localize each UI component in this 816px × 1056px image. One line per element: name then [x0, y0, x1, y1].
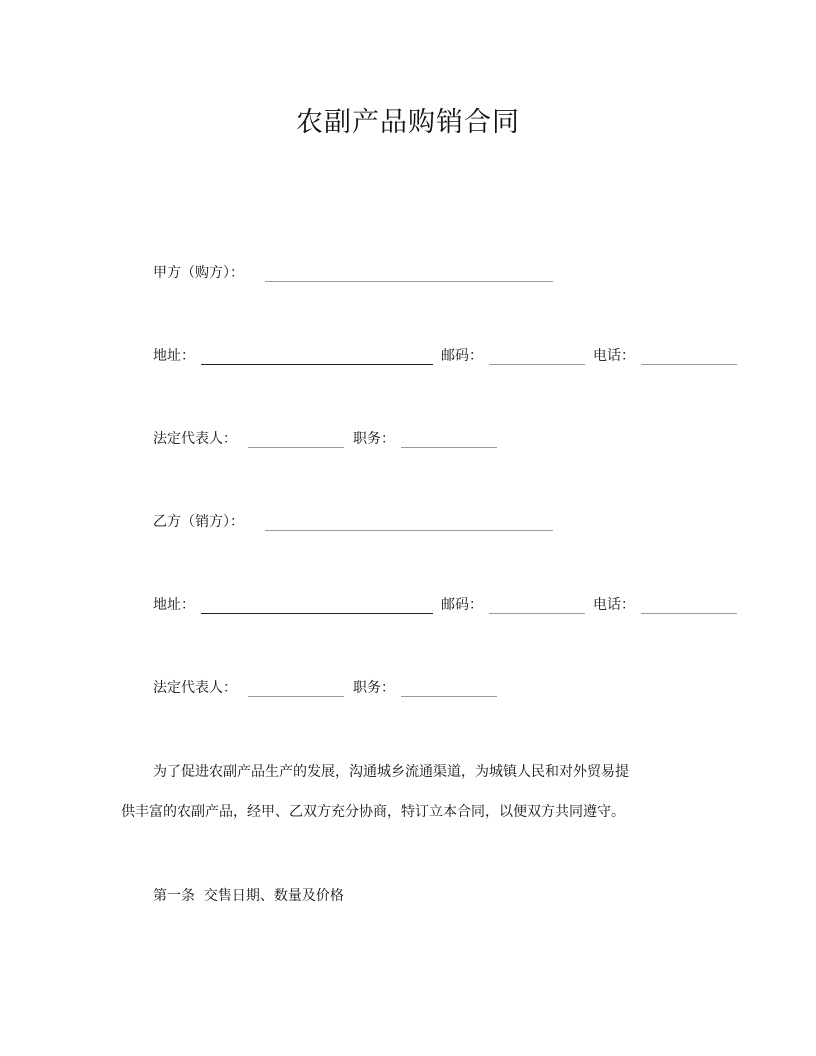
party-b-postcode-label: 邮码： — [441, 597, 483, 613]
party-b-position-field[interactable] — [401, 695, 497, 697]
party-a-address-field[interactable] — [201, 363, 433, 365]
party-b-postcode-field[interactable] — [489, 612, 585, 614]
article-1-heading: 第一条 交售日期、数量及价格 — [153, 888, 344, 904]
party-a-name-field[interactable] — [265, 280, 553, 282]
party-a-phone-label: 电话： — [593, 348, 635, 364]
party-b-rep-row — [153, 678, 753, 698]
party-b-label: 乙方（销方）： — [153, 514, 244, 530]
party-a-rep-row — [153, 429, 753, 449]
party-a-row — [153, 263, 753, 283]
party-b-legal-rep-label: 法定代表人： — [153, 680, 237, 696]
party-a-address-row — [153, 346, 753, 366]
party-b-position-label: 职务： — [353, 680, 395, 696]
party-a-legal-rep-field[interactable] — [248, 446, 344, 448]
party-b-address-row — [153, 595, 753, 615]
party-b-address-label: 地址： — [153, 597, 195, 613]
party-b-phone-field[interactable] — [641, 612, 737, 614]
party-a-label: 甲方（购方）： — [153, 265, 244, 281]
party-b-row — [153, 512, 753, 532]
page-title: 农副产品购销合同 — [296, 107, 520, 138]
party-a-legal-rep-label: 法定代表人： — [153, 431, 237, 447]
party-b-name-field[interactable] — [265, 529, 553, 531]
party-a-postcode-field[interactable] — [489, 363, 585, 365]
intro-paragraph-line-1: 为了促进农副产品生产的发展，沟通城乡流通渠道，为城镇人民和对外贸易提 — [153, 764, 629, 780]
party-a-position-field[interactable] — [401, 446, 497, 448]
party-a-address-label: 地址： — [153, 348, 195, 364]
party-b-address-field[interactable] — [201, 612, 433, 614]
party-a-postcode-label: 邮码： — [441, 348, 483, 364]
party-b-phone-label: 电话： — [593, 597, 635, 613]
party-a-phone-field[interactable] — [641, 363, 737, 365]
intro-paragraph-line-2: 供丰富的农副产品，经甲、乙双方充分协商，特订立本合同，以便双方共同遵守。 — [121, 804, 625, 820]
party-a-position-label: 职务： — [353, 431, 395, 447]
party-b-legal-rep-field[interactable] — [248, 695, 344, 697]
